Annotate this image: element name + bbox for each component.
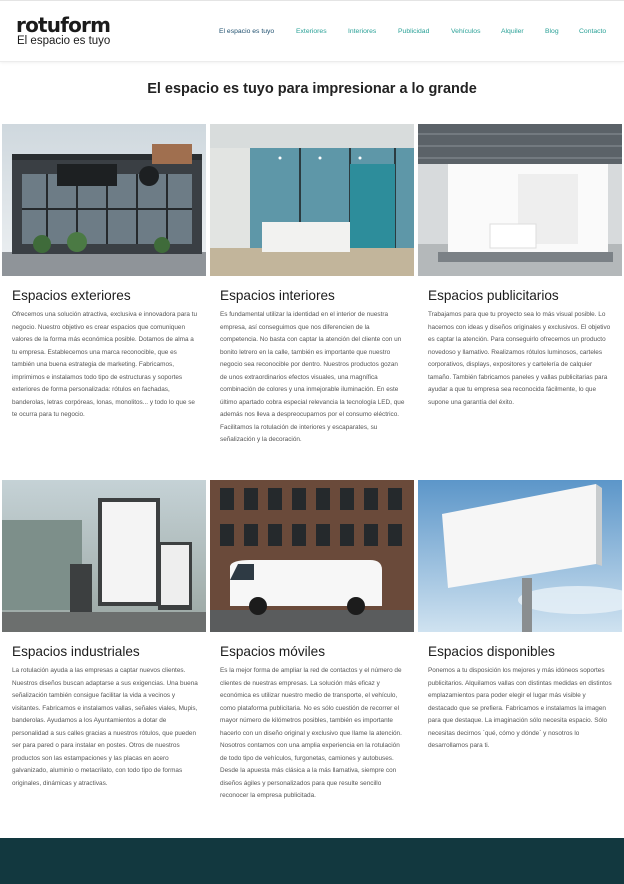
image-exhibition-stand <box>418 124 622 276</box>
card-text: Ponemos a tu disposición los mejores y más idóneos soportes publicitarios. Alquilamos vallas con distintas medidas en distintos emplazamientos para poder elegir el lugar más visible y destacado que se prefiera. Fabricamos e instalamos la imagen para que destaque. La imaginación sólo necesita espacio. Sólo necesitas decirnos `qué, cómo y dónde` y nosotros lo desarrollamos para ti. <box>428 667 612 750</box>
card-text: Trabajamos para que tu proyecto sea lo más visual posible. Lo hacemos con ideas y diseños originales y exclusivos. El objetivo es captar la atención. Para conseguirlo ofrecemos un producto novedoso y llamativo. Realizamos rótulos luminosos, carteles corporativos, displays, expositores y cartelería de calquier tamaño. También fabricamos paneles y vallas publicitarias para ayudar a que tu empresa sea reconocida fácilmente, lo que supone una garantía del éxito. <box>428 311 611 406</box>
site-header <box>0 0 624 62</box>
card-title: Espacios móviles <box>220 644 326 659</box>
card-title: Espacios exteriores <box>12 288 131 303</box>
card-title: Espacios interiores <box>220 288 335 303</box>
card-text: La rotulación ayuda a las empresas a captar nuevos clientes. Nuestros diseños buscan adaptarse a sus exigencias. Una buena señalización también consigue facilitar la vida a vecinos y visitantes. Fabricamos e instalamos vallas, señales viales, Mupis, banderolas. Ayudamos a los Ayuntamientos a dotar de personalidad a sus calles gracias a nuestros rótulos, que pueden ser para pared o para instalar en postes. Otros de nuestros productos son las estampaciones y las placas en acero galvanizado, aluminio o metacrilato, con todo tipo de formas originales, dinámicas y atractivas. <box>12 667 198 787</box>
image-interior-reception <box>210 124 414 276</box>
image-building-exterior <box>2 124 206 276</box>
image-white-van <box>210 480 414 632</box>
nav-item-contacto[interactable]: Contacto <box>579 28 607 35</box>
site-logo[interactable] <box>16 13 126 49</box>
card-title: Espacios disponibles <box>428 644 555 659</box>
card-text: Es fundamental utilizar la identidad en el interior de nuestra empresa, así conseguimos que nos diferencien de la competencia. No basta con captar la atención del cliente con un bonito letrero en la calle, también es importante que nuestro negocio sea reconocible por dentro. Nuestros productos gozan de unos extraordinarios efectos visuales, una magnífica combinación de colores y una inmejorable iluminación. En este último apartado cobra especial relevancia la tecnología LED, que además nos lleva a despreocuparnos por el consumo eléctrico. Facilitamos la rotulación de interiores y escaparates, su señalización y la decoración. <box>220 311 405 444</box>
nav-item-vehiculos[interactable]: Vehículos <box>451 28 481 35</box>
logo-tagline: El espacio es tuyo <box>17 35 111 47</box>
nav-item-exteriores[interactable]: Exteriores <box>296 28 327 35</box>
card-title: Espacios industriales <box>12 644 140 659</box>
main-nav <box>212 26 616 40</box>
nav-item-publicidad[interactable]: Publicidad <box>398 28 430 35</box>
nav-item-el-espacio-es-tuyo[interactable]: El espacio es tuyo <box>219 28 275 35</box>
nav-item-alquiler[interactable]: Alquiler <box>501 28 524 35</box>
card-title: Espacios publicitarios <box>428 288 559 303</box>
page-headline: El espacio es tuyo para impresionar a lo grande <box>147 81 477 97</box>
card-text: Ofrecemos una solución atractiva, exclusiva e innovadora para tu negocio. Nuestro objetivo es crear espacios que comuniquen valores de la forma más económica posible. Dotamos de alma a tu empresa. Establecemos una marca reconocible, que es también una buena estrategia de marketing. Fabricamos, imprimimos e instalamos todo tipo de estructuras y soportes exteriores de forma personalizada: rótulos en fachadas, banderolas, letras corpóreas, lonas, monolitos... y todo lo que se te ocurra para tu negocio. <box>12 311 198 419</box>
card-text: Es la mejor forma de ampliar la red de contactos y el número de clientes de nuestras empresas. La solución más eficaz y económica es utilizar nuestro medio de transporte, el vehículo, como plataforma publicitaria. No es sólo cuestión de recorrer el mayor número de kilómetros posibles, también es importante hacerlo con un diseño original y exclusivo que llame la atención. Nosotros contamos con una amplia experiencia en la rotulación de todo tipo de vehículos, furgonetas, camiones y autobuses. Desde la apuesta más clásica a la más llamativa, siempre con diseños ágiles y personalizados para que resulte sencillo reconocer la empresa publicitada. <box>220 667 402 800</box>
image-street-billboards <box>2 480 206 632</box>
logo-wordmark: rotuform <box>16 13 111 37</box>
image-blank-billboard <box>418 480 622 632</box>
site-footer <box>0 838 624 884</box>
nav-item-interiores[interactable]: Interiores <box>348 28 377 35</box>
nav-item-blog[interactable]: Blog <box>545 28 559 35</box>
